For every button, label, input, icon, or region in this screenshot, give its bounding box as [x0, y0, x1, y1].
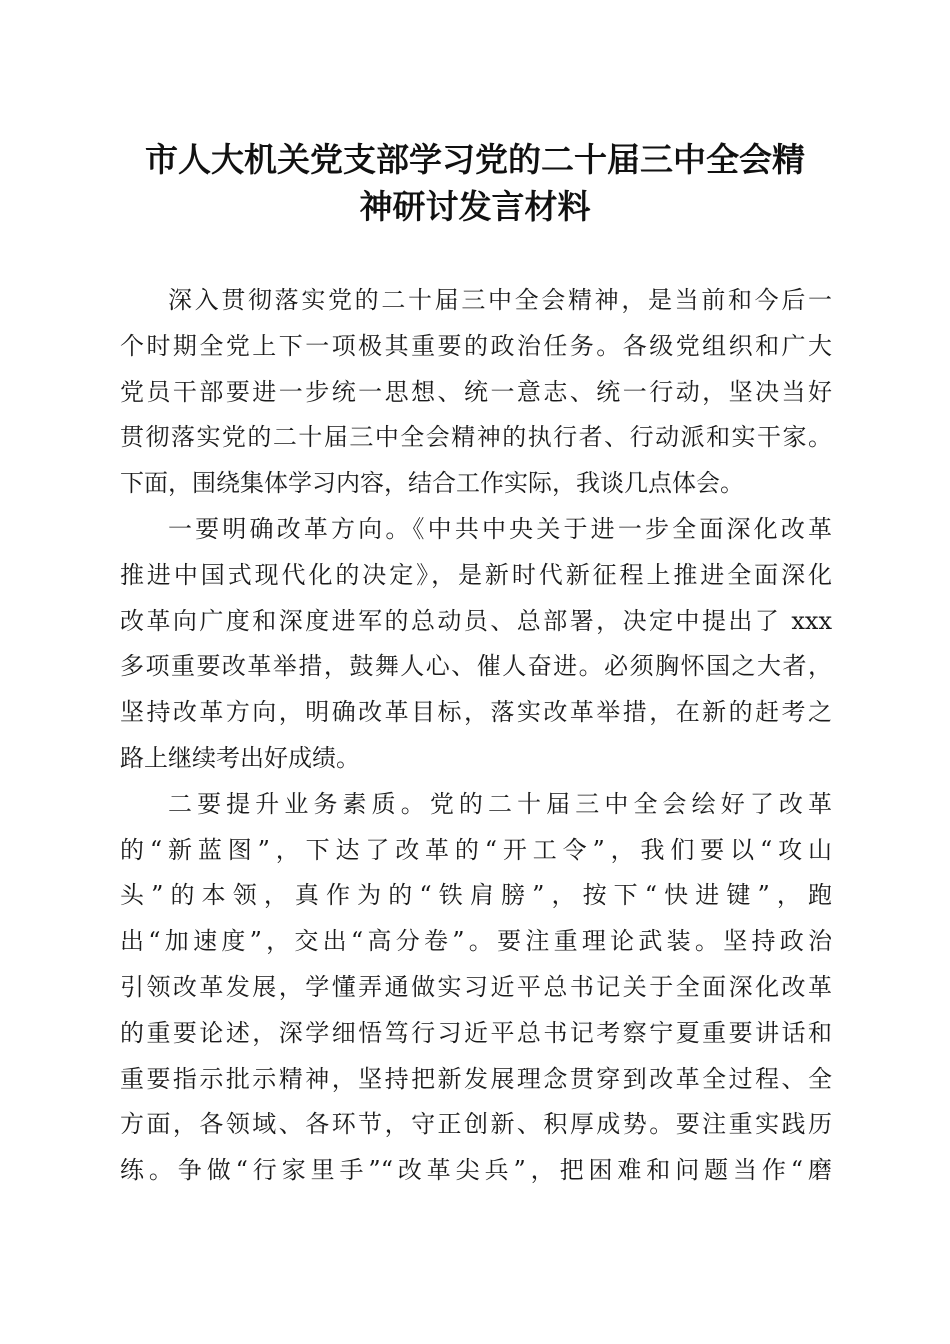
- text-line: 重要指示批示精神，坚持把新发展理念贯穿到改革全过程、全: [120, 1064, 832, 1093]
- document-body: [120, 278, 832, 1194]
- text-line: 的重要论述，深学细悟笃行习近平总书记考察宁夏重要讲话和: [120, 1018, 832, 1047]
- text-line: 方面，各领域、各环节，守正创新、积厚成势。要注重实践历: [120, 1110, 832, 1139]
- paragraph-reform-direction: [120, 507, 832, 782]
- text-line: 坚持改革方向，明确改革目标，落实改革举措，在新的赶考之: [120, 698, 832, 727]
- title-line: 市人大机关党支部学习党的二十届三中全会精: [145, 140, 805, 179]
- paragraph-intro: [120, 278, 832, 507]
- text-line: 路上继续考出好成绩。: [120, 743, 360, 772]
- title-line: 神研讨发言材料: [359, 187, 591, 226]
- text-line: 出“加速度”，交出“高分卷”。要注重理论武装。坚持政治: [120, 927, 832, 956]
- text-line: 一要明确改革方向。《中共中央关于进一步全面深化改革: [168, 514, 832, 543]
- text-line: 引领改革发展，学懂弄通做实习近平总书记关于全面深化改革: [120, 972, 832, 1001]
- text-line: 个时期全党上下一项极其重要的政治任务。各级党组织和广大: [120, 331, 832, 360]
- text-line: 贯彻落实党的二十届三中全会精神的执行者、行动派和实干家。: [120, 423, 832, 452]
- text-line: 下面，围绕集体学习内容，结合工作实际，我谈几点体会。: [120, 469, 744, 498]
- text-line: 练。争做“行家里手”“改革尖兵”，把困难和问题当作“磨: [120, 1156, 832, 1185]
- paragraph-business-quality: [120, 782, 832, 1194]
- text-line: 党员干部要进一步统一思想、统一意志、统一行动，坚决当好: [120, 377, 832, 406]
- text-line: 头”的本领，真作为的“铁肩膀”，按下“快进键”，跑: [120, 881, 832, 910]
- text-line: 改革向广度和深度进军的总动员、总部署，决定中提出了 xxx: [120, 606, 832, 635]
- document-title: [118, 136, 832, 230]
- text-line: 深入贯彻落实党的二十届三中全会精神，是当前和今后一: [168, 286, 832, 314]
- text-line: 二要提升业务素质。党的二十届三中全会绘好了改革: [168, 789, 832, 818]
- text-line: 推进中国式现代化的决定》，是新时代新征程上推进全面深化: [120, 560, 832, 589]
- text-line: 多项重要改革举措，鼓舞人心、催人奋进。必须胸怀国之大者，: [120, 652, 832, 681]
- text-line: 的“新蓝图”，下达了改革的“开工令”，我们要以“攻山: [120, 835, 832, 864]
